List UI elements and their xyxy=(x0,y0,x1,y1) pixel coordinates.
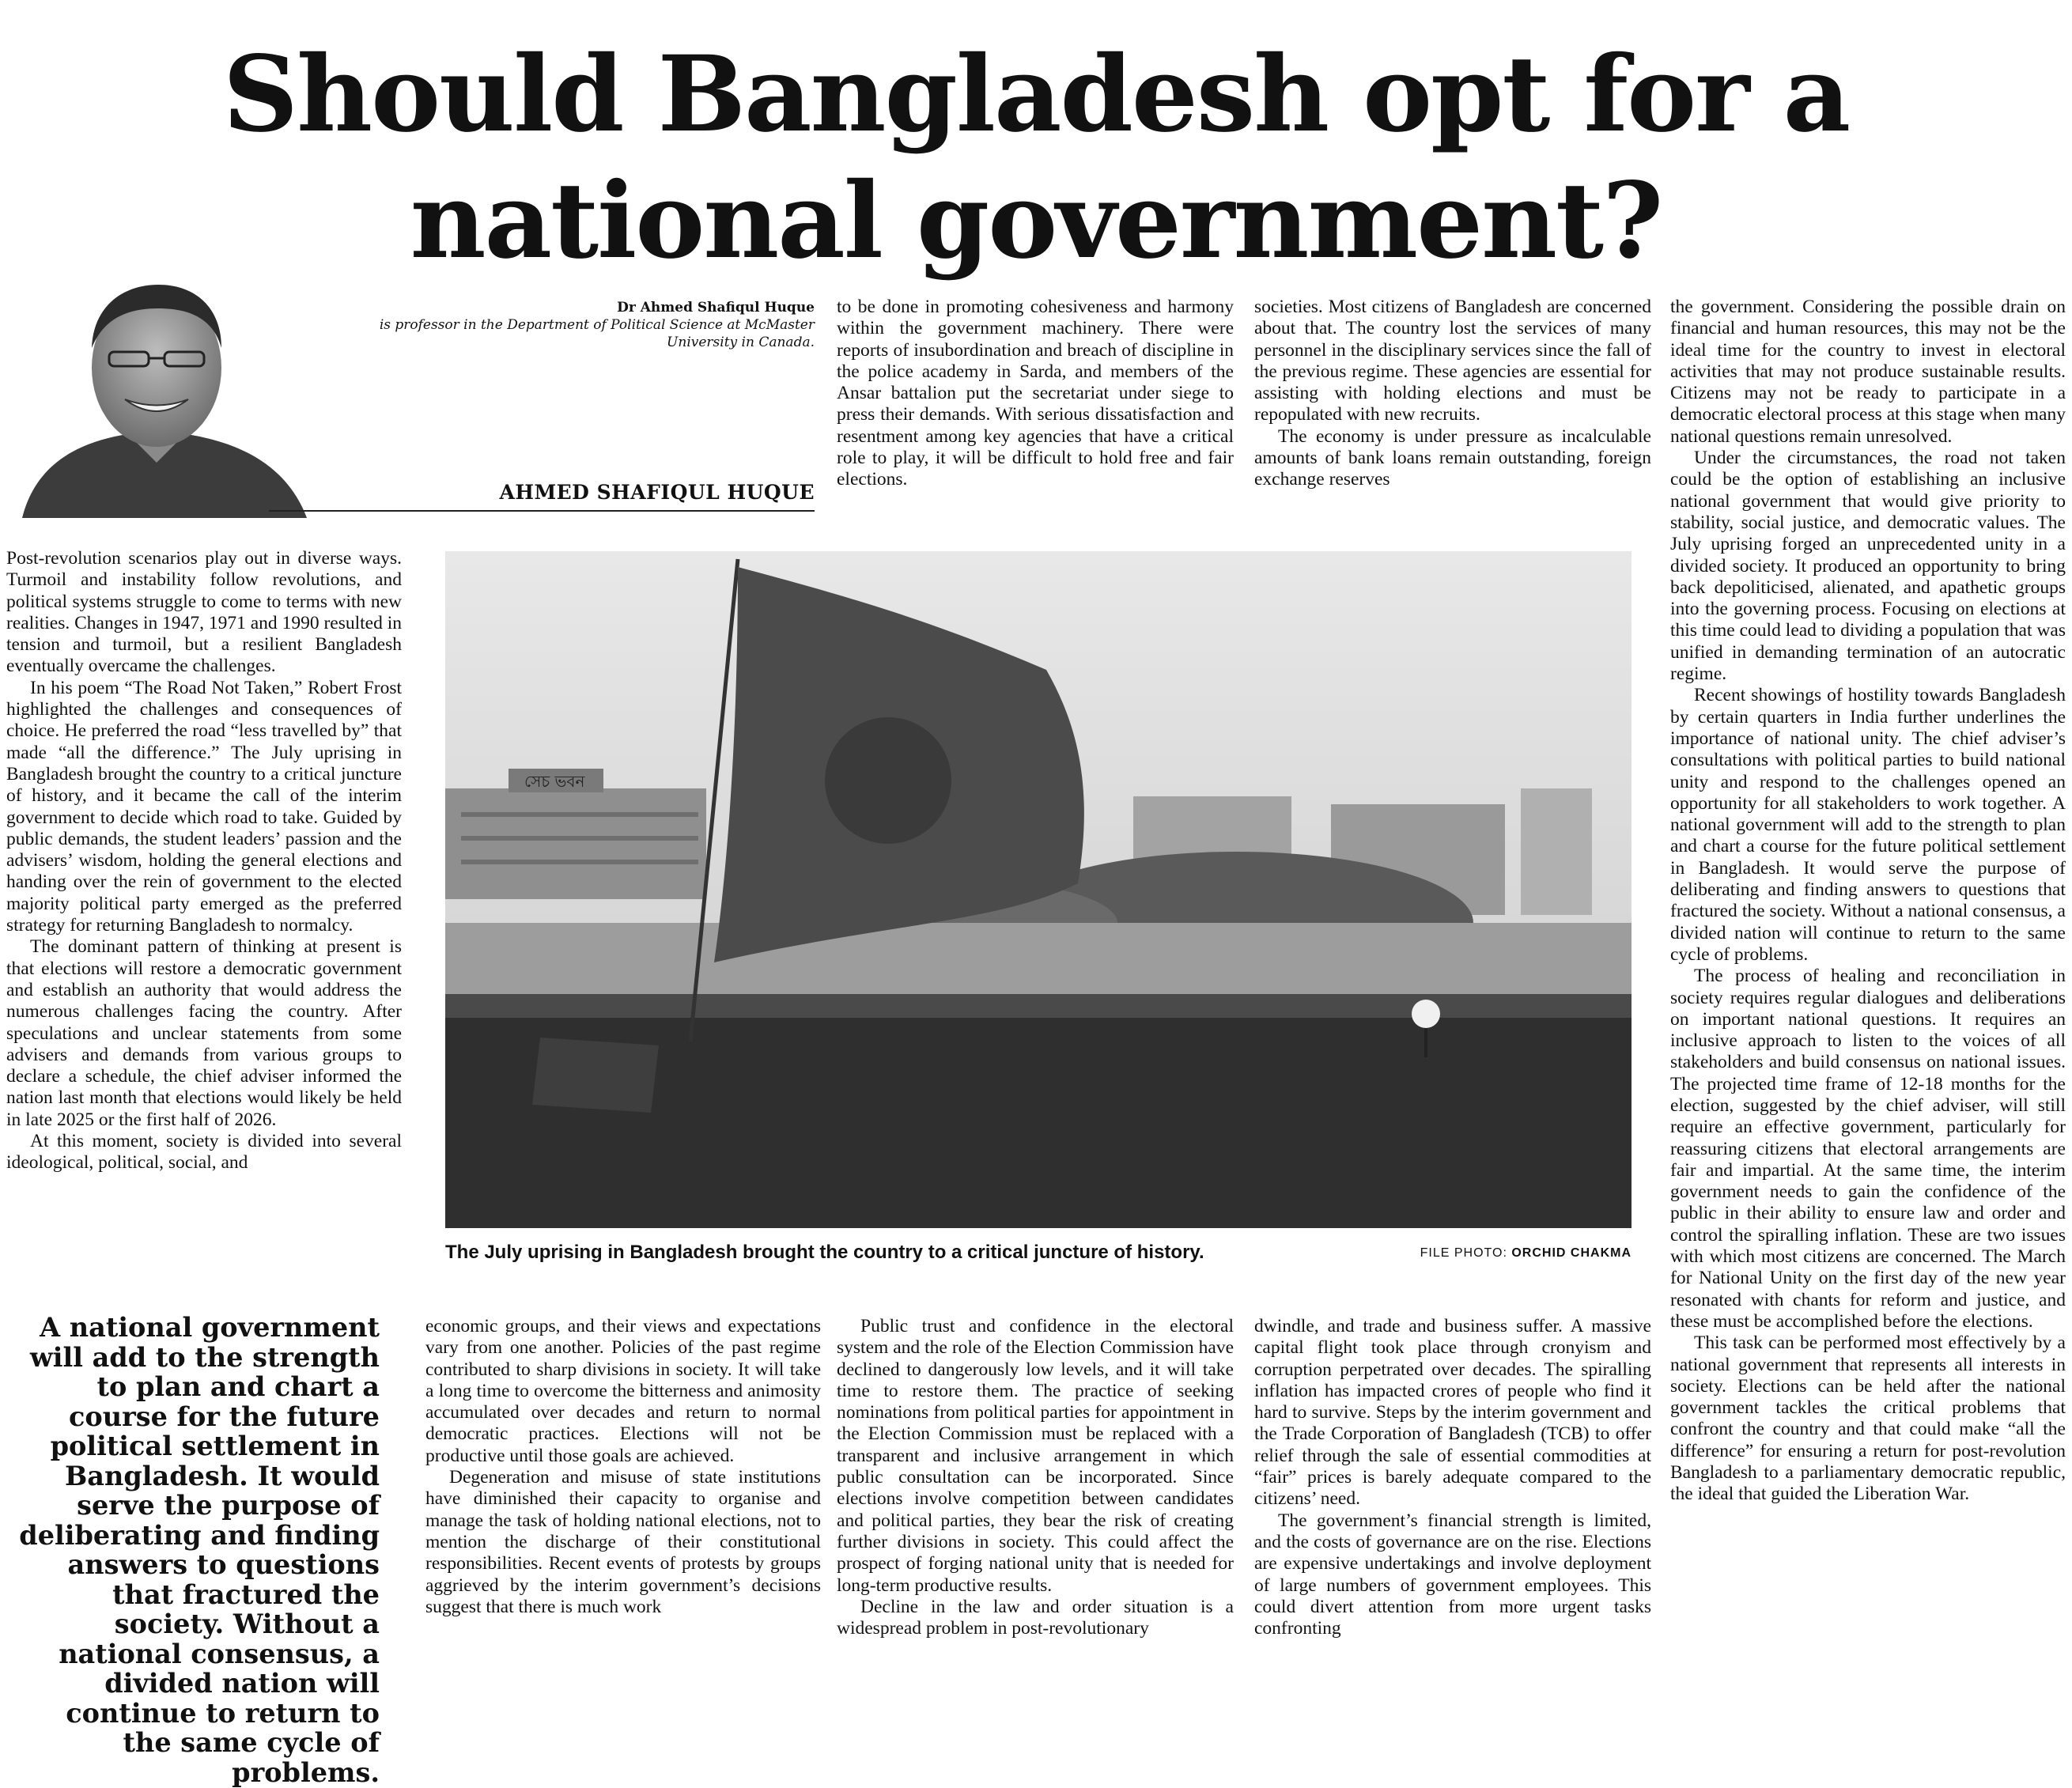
paragraph: Post-revolution scenarios play out in diverse ways. Turmoil and instability follow revolutions, and political systems struggle to come to terms with new realities. Changes in 1947, 1971 and 1990 resulted in tension and turmoil, but a resilient Bangladesh eventually overcame the challenges. xyxy=(6,548,402,677)
paragraph: Public trust and confidence in the electoral system and the role of the Election Commission have declined to dangerously low levels, and it will take time to restore them. The practice of seeking nominations from political parties for appointment in the Election Commission must be replaced with a transparent and inclusive arrangement in which public consultation can be incorporated. Since elections involve competition between candidates and political parties, they bear the risk of creating further divisions in society. This could affect the prospect of forging national unity that is needed for long-term productive results. xyxy=(837,1316,1234,1596)
paragraph: to be done in promoting cohesiveness and harmony within the government machinery. There were reports of insubordination and breach of discipline in the police academy in Sarda, and members of the Ansar battalion put the secretariat under siege to press their demands. With serious dissatisfaction and resentment among key agencies that have a critical role to play, it will be difficult to hold free and fair elections. xyxy=(837,297,1234,490)
author-credit-desc: is professor in the Department of Political Science at McMaster University in Canada. xyxy=(379,317,815,350)
paragraph: Under the circumstances, the road not taken could be the option of establishing an inclusive national government that would give priority to stability, social justice, and democratic values. The July uprising forged an unprecedented unity in a divided society. It produced an opportunity to bring back depoliticised, alienated, and apathetic groups into the governing process. Focusing on elections at this time could lead to dividing a population that was unified in demanding termination of an autocratic regime. xyxy=(1670,448,2066,685)
byline: AHMED SHAFIQUL HUQUE xyxy=(499,481,815,504)
byline-rule xyxy=(269,510,815,512)
rally-photo xyxy=(445,551,1632,1228)
photo-credit-name: ORCHID CHAKMA xyxy=(1511,1246,1632,1260)
headline: Should Bangladesh opt for a national government? xyxy=(222,33,1850,282)
photo-credit xyxy=(1376,1246,1632,1261)
photo-credit-prefix: FILE PHOTO: xyxy=(1420,1246,1512,1260)
photo-caption: The July uprising in Bangladesh brought the country to a critical juncture of history. xyxy=(445,1242,1204,1263)
article-column-1 xyxy=(6,548,402,1277)
paragraph: The process of healing and reconciliation in society requires regular dialogues and deliberations on important national questions. It requires an inclusive approach to listen to the voices of all stakeholders and build consensus on national issues. The projected time frame of 12-18 months for the election, suggested by the chief adviser, will still require an effective government, particularly for reassuring citizens that electoral arrangements are fair and impartial. At the same time, the interim government needs to gain the confidence of the public in their ability to ensure law and order and control the spiralling inflation. These are two issues with which most citizens are concerned. The March for National Unity on the first day of the new year resonated with chants for reform and justice, and these must be accomplished before the elections. xyxy=(1670,966,2066,1332)
paragraph: economic groups, and their views and expectations vary from one another. Policies of the past regime contributed to sharp divisions in society. It will take a long time to overcome the bitterness and animosity accumulated over decades and return to normal democratic practices. Elections will not be productive until those goals are achieved. xyxy=(425,1316,821,1466)
article-column-3-bottom xyxy=(837,1316,1234,1676)
article-column-3-top xyxy=(1254,297,1651,534)
author-portrait xyxy=(6,273,323,518)
building-sign: সেচ ভবন xyxy=(524,772,585,791)
article-column-2-bottom xyxy=(425,1316,821,1676)
author-credit-name: Dr Ahmed Shafiqul Huque xyxy=(617,300,815,316)
paragraph: Recent showings of hostility towards Bangladesh by certain quarters in India further underlines the importance of national unity. The chief adviser’s consultations with political parties to build national unity and respond to the challenges opened an opportunity for all stakeholders to work together. A national government will add to the strength to plan and chart a course for the future political settlement in Bangladesh. It would serve the purpose of deliberating and finding answers to questions that fractured the society. Without a national consensus, a divided nation will continue to return to the same cycle of problems. xyxy=(1670,685,2066,965)
paragraph: In his poem “The Road Not Taken,” Robert Frost highlighted the challenges and consequences of choice. He preferred the road “less travelled by” that made “all the difference.” The July uprising in Bangladesh brought the country to a critical juncture of history, and it became the call of the interim government to decide which road to take. Guided by public demands, the student leaders’ passion and the advisers’ wisdom, holding the general elections and handing over the rein of government to the elected majority political party emerged as the preferred strategy for returning Bangladesh to normalcy. xyxy=(6,677,402,936)
paragraph: The government’s financial strength is limited, and the costs of governance are on the rise. Elections are expensive undertakings and involve deployment of large numbers of government employees. This could divert attention from more urgent tasks confronting xyxy=(1254,1510,1651,1639)
paragraph: societies. Most citizens of Bangladesh are concerned about that. The country lost the services of many personnel in the disciplinary services since the fall of the previous regime. These agencies are essential for assisting with holding elections and must be repopulated with new recruits. xyxy=(1254,297,1651,425)
paragraph: Degeneration and misuse of state institutions have diminished their capacity to organise and manage the task of holding national elections, not to mention the discharge of their constitutional responsibilities. Recent events of protests by groups aggrieved by the interim government’s decisions suggest that there is much work xyxy=(425,1467,821,1617)
paragraph: At this moment, society is divided into several ideological, political, social, and xyxy=(6,1131,402,1174)
paragraph: dwindle, and trade and business suffer. A massive capital flight took place through cronyism and corruption perpetrated over decades. The spiralling inflation has impacted crores of people who find it hard to survive. Steps by the interim government and the Trade Corporation of Bangladesh (TCB) to offer relief through the sale of essential commodities at “fair” prices is barely adequate compared to the citizens’ need. xyxy=(1254,1316,1651,1510)
paragraph: This task can be performed most effectively by a national government that represents all interests in society. Elections can be held after the national government tackles the critical problems that confront the country and that could make “all the difference” for ensuring a return for post-revolution Bangladesh to a parliamentary democratic republic, the ideal that guided the Liberation War. xyxy=(1670,1332,2066,1505)
paragraph: Decline in the law and order situation is a widespread problem in post-revolutionary xyxy=(837,1596,1234,1639)
paragraph: The economy is under pressure as incalculable amounts of bank loans remain outstanding, foreign exchange reserves xyxy=(1254,425,1651,490)
article-column-4 xyxy=(1670,297,2066,1673)
author-credit xyxy=(348,299,815,351)
paragraph: the government. Considering the possible drain on financial and human resources, this may not be the ideal time for the country to invest in electoral activities that may not produce sustainable results. Citizens may not be ready to participate in a democratic electoral process at this stage when many national questions remain unresolved. xyxy=(1670,297,2066,447)
article-column-2-top xyxy=(837,297,1234,534)
article-column-4-bottom xyxy=(1254,1316,1651,1676)
paragraph: The dominant pattern of thinking at present is that elections will restore a democratic government and establish an authority that would address the numerous challenges facing the country. After speculations and unclear statements from some advisers and demands from various groups to declare a schedule, the chief adviser informed the nation last month that elections would likely be held in late 2025 or the first half of 2026. xyxy=(6,936,402,1130)
pull-quote: A national government will add to the strength to plan and chart a course for the future political settlement in Bangladesh. It would serve the purpose of deliberating and finding answers to questions that fractured the society. Without a national consensus, a divided nation will continue to return to the same cycle of problems. xyxy=(19,1312,380,1788)
